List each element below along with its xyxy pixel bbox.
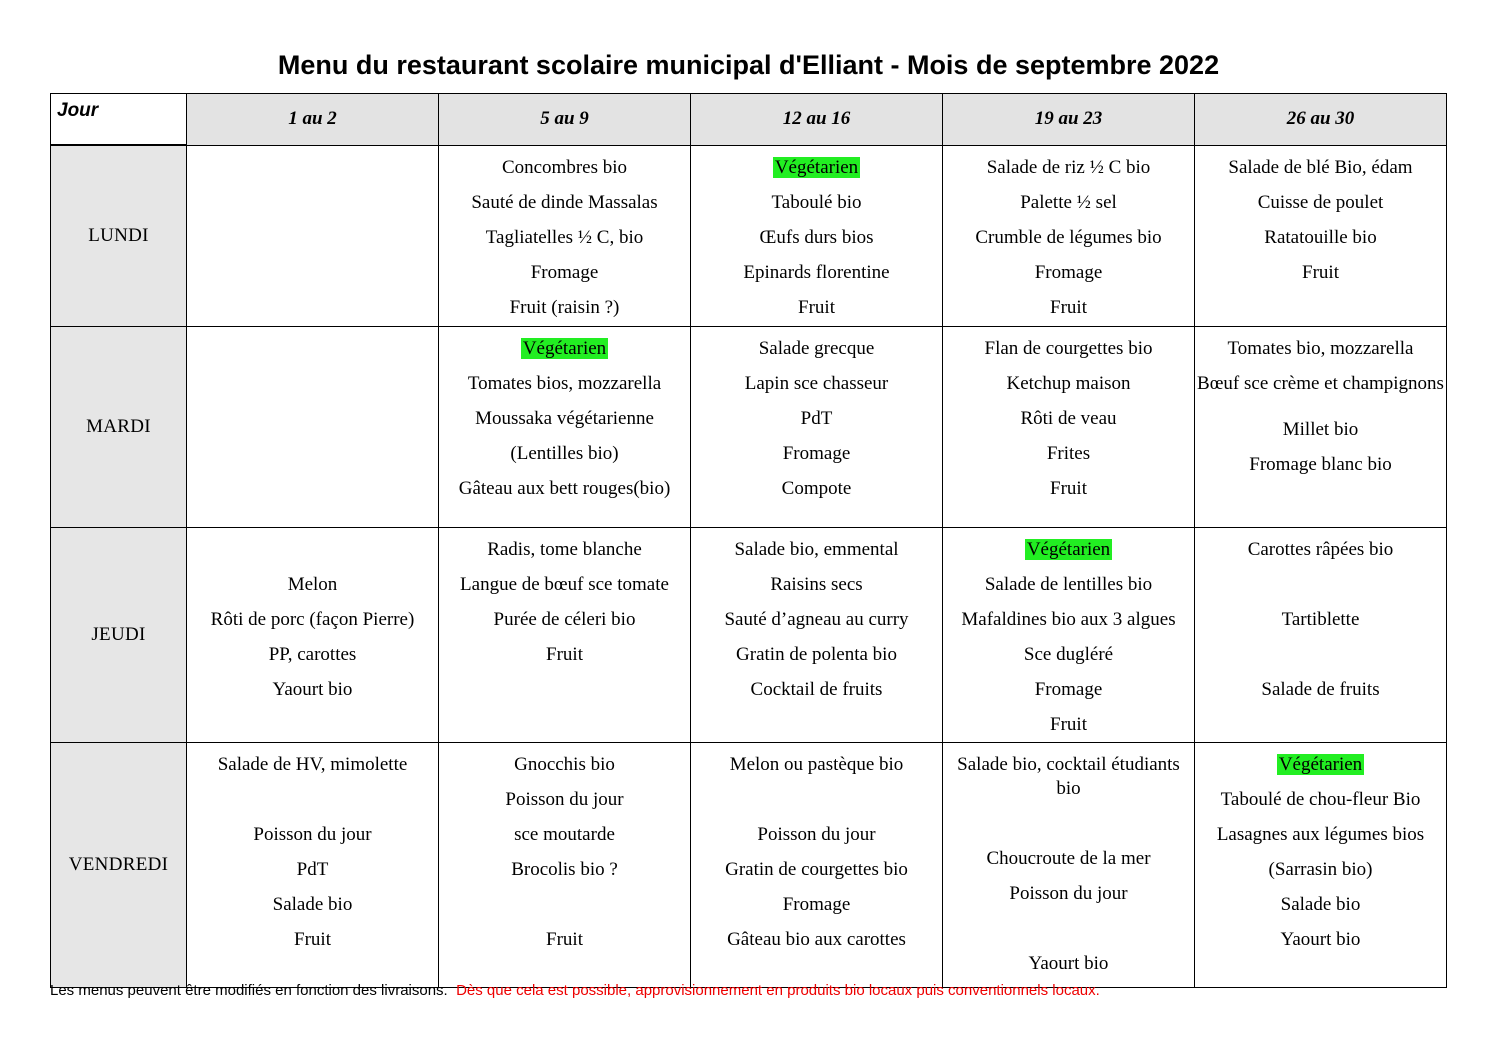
menu-item: Fruit — [798, 296, 835, 318]
menu-item: Palette ½ sel — [1020, 191, 1117, 213]
menu-item: Langue de bœuf sce tomate — [460, 573, 669, 595]
menu-item: Gâteau bio aux carottes — [727, 928, 906, 950]
vegetarian-label: Végétarien — [774, 156, 859, 178]
menu-item: Bœuf sce crème et champignons — [1197, 372, 1444, 394]
menu-item: Fruit — [1050, 477, 1087, 499]
menu-item: Tomates bios, mozzarella — [467, 372, 662, 394]
menu-item: Brocolis bio ? — [511, 858, 618, 880]
footer-text: Les menus peuvent être modifiés en fonction des livraisons. — [50, 982, 448, 999]
menu-item: Sce dugléré — [1023, 643, 1114, 665]
menu-item: Flan de courgettes bio — [984, 337, 1153, 359]
menu-cell — [691, 742, 943, 987]
menu-item: Salade bio — [1280, 893, 1361, 915]
menu-item: Poisson du jour — [253, 823, 372, 845]
menu-item: Salade de lentilles bio — [984, 573, 1153, 595]
vegetarian-badge — [943, 532, 1194, 567]
menu-item: Taboulé bio — [771, 191, 862, 213]
menu-item: Tomates bio, mozzarella — [1227, 337, 1414, 359]
menu-item: Rôti de porc (façon Pierre) — [210, 608, 415, 630]
menu-cell — [1195, 742, 1447, 987]
menu-item: (Lentilles bio) — [510, 442, 619, 464]
menu-item: Mafaldines bio aux 3 algues — [961, 608, 1176, 630]
menu-gap — [1195, 567, 1446, 602]
menu-item: Fromage — [782, 893, 851, 915]
menu-item: Compote — [781, 477, 852, 499]
menu-item: Fromage — [782, 442, 851, 464]
header-jour: Jour — [51, 94, 187, 146]
menu-item: Crumble de légumes bio — [975, 226, 1162, 248]
menu-item: Melon — [287, 573, 338, 595]
menu-item: Fromage — [1034, 678, 1103, 700]
menu-item: PdT — [296, 858, 329, 880]
header-row — [51, 94, 1447, 146]
menu-item: Gâteau aux bett rouges(bio) — [458, 477, 671, 499]
menu-item: Choucroute de la mer — [986, 847, 1151, 869]
menu-gap — [691, 782, 942, 817]
menu-cell — [439, 145, 691, 326]
menu-cell — [943, 742, 1195, 987]
menu-cell — [691, 527, 943, 742]
vegetarian-badge — [1195, 747, 1446, 782]
menu-item: Lapin sce chasseur — [744, 372, 889, 394]
menu-item: Millet bio — [1282, 418, 1359, 440]
menu-gap — [943, 806, 1194, 841]
menu-gap — [187, 532, 438, 567]
menu-cell — [187, 527, 439, 742]
menu-cell — [439, 527, 691, 742]
menu-item: Tagliatelles ½ C, bio — [485, 226, 644, 248]
menu-item: Salade bio, emmental — [734, 538, 899, 560]
menu-item: Fruit — [546, 643, 583, 665]
day-label: LUNDI — [51, 145, 187, 326]
menu-item: Melon ou pastèque bio — [729, 753, 904, 775]
menu-item: Gratin de polenta bio — [736, 643, 897, 665]
menu-item: Salade de blé Bio, édam — [1228, 156, 1413, 178]
menu-cell — [187, 145, 439, 326]
header-week-5: 26 au 30 — [1195, 94, 1447, 146]
vegetarian-label: Végétarien — [522, 337, 607, 359]
menu-item: Epinards florentine — [743, 261, 890, 283]
header-week-4: 19 au 23 — [943, 94, 1195, 146]
menu-cell — [187, 326, 439, 527]
vegetarian-badge — [691, 150, 942, 185]
menu-item: (Sarrasin bio) — [1268, 858, 1373, 880]
menu-item: PP, carottes — [268, 643, 357, 665]
menu-gap — [1195, 637, 1446, 672]
menu-item: Lasagnes aux légumes bios — [1216, 823, 1425, 845]
menu-cell — [691, 145, 943, 326]
menu-item: Sauté d’agneau au curry — [724, 608, 909, 630]
page-title: Menu du restaurant scolaire municipal d'Elliant - Mois de septembre 2022 — [277, 50, 1220, 80]
menu-item: Fromage — [530, 261, 599, 283]
menu-item: Poisson du jour — [505, 788, 624, 810]
menu-item: Salade de HV, mimolette — [217, 753, 408, 775]
menu-item: Fruit — [1050, 713, 1087, 735]
menu-item: Tartiblette — [1281, 608, 1360, 630]
menu-item: Yaourt bio — [1028, 952, 1109, 974]
menu-item: Ketchup maison — [1006, 372, 1131, 394]
menu-item: Taboulé de chou-fleur Bio — [1220, 788, 1421, 810]
menu-item: Concombres bio — [501, 156, 628, 178]
menu-cell — [943, 326, 1195, 527]
footer-highlight: Dès que cela est possible, approvisionnement en produits bio locaux puis conventionnels locaux. — [456, 982, 1100, 999]
table-row — [51, 527, 1447, 742]
menu-item: Œufs durs bios — [759, 226, 874, 248]
menu-item: Fruit — [1050, 296, 1087, 318]
menu-item: Cocktail de fruits — [750, 678, 883, 700]
menu-item: Salade bio — [272, 893, 353, 915]
menu-item: Ratatouille bio — [1264, 226, 1377, 248]
menu-cell — [439, 326, 691, 527]
menu-item: Salade grecque — [758, 337, 875, 359]
menu-cell — [943, 145, 1195, 326]
day-label: MARDI — [51, 326, 187, 527]
menu-cell — [1195, 527, 1447, 742]
vegetarian-badge — [439, 331, 690, 366]
menu-item: Purée de céleri bio — [493, 608, 636, 630]
menu-item: Radis, tome blanche — [487, 538, 642, 560]
menu-item: sce moutarde — [514, 823, 615, 845]
table-row — [51, 326, 1447, 527]
menu-item: Fromage — [1034, 261, 1103, 283]
menu-gap — [439, 887, 690, 922]
header-week-3: 12 au 16 — [691, 94, 943, 146]
menu-item: Fruit (raisin ?) — [509, 296, 620, 318]
menu-item: Salade de riz ½ C bio — [986, 156, 1151, 178]
day-label: VENDREDI — [51, 742, 187, 987]
menu-item: Fromage blanc bio — [1249, 453, 1392, 475]
menu-item: Gratin de courgettes bio — [725, 858, 908, 880]
menu-item: Fruit — [294, 928, 331, 950]
menu-table — [50, 93, 1447, 988]
vegetarian-label: Végétarien — [1026, 538, 1111, 560]
menu-item: Raisins secs — [770, 573, 863, 595]
menu-cell — [187, 742, 439, 987]
menu-item: Rôti de veau — [1020, 407, 1117, 429]
menu-item: Carottes râpées bio — [1247, 538, 1394, 560]
menu-cell — [691, 326, 943, 527]
menu-cell — [439, 742, 691, 987]
menu-cell — [1195, 326, 1447, 527]
menu-item: Fruit — [1302, 261, 1339, 283]
menu-item: Poisson du jour — [757, 823, 876, 845]
menu-item: Yaourt bio — [1280, 928, 1361, 950]
menu-item: Sauté de dinde Massalas — [471, 191, 658, 213]
menu-cell — [943, 527, 1195, 742]
menu-item: Salade de fruits — [1261, 678, 1380, 700]
menu-item: Salade bio, cocktail étudiants bio — [957, 753, 1180, 799]
day-label: JEUDI — [51, 527, 187, 742]
menu-item: Poisson du jour — [1009, 882, 1128, 904]
footer-note — [50, 982, 1100, 999]
menu-item: Yaourt bio — [272, 678, 353, 700]
menu-item: Frites — [1046, 442, 1091, 464]
menu-item: Cuisse de poulet — [1257, 191, 1384, 213]
menu-cell — [1195, 145, 1447, 326]
header-week-1: 1 au 2 — [187, 94, 439, 146]
vegetarian-label: Végétarien — [1278, 753, 1363, 775]
table-row — [51, 742, 1447, 987]
menu-item: PdT — [800, 407, 833, 429]
menu-item: Gnocchis bio — [514, 753, 615, 775]
menu-gap — [187, 782, 438, 817]
table-row — [51, 145, 1447, 326]
header-week-2: 5 au 9 — [439, 94, 691, 146]
menu-item: Fruit — [546, 928, 583, 950]
menu-gap — [943, 911, 1194, 946]
menu-item: Moussaka végétarienne — [475, 407, 654, 429]
